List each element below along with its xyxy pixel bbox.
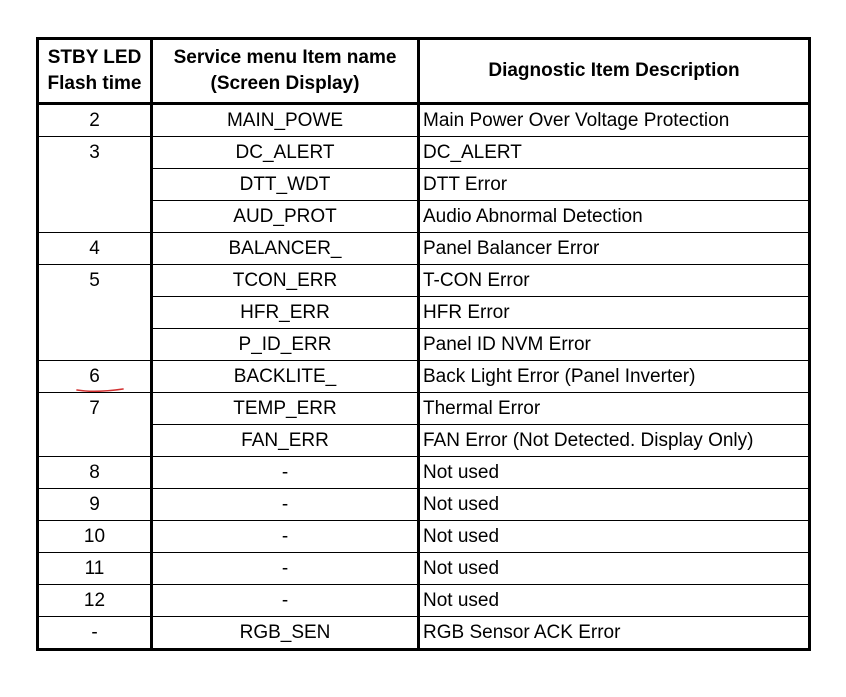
description-cell: Panel Balancer Error xyxy=(419,233,810,265)
item-name-cell: - xyxy=(152,457,419,489)
table-row xyxy=(38,393,810,425)
header-flash-time xyxy=(38,39,152,104)
table-row xyxy=(38,521,810,553)
description-cell: Not used xyxy=(419,553,810,585)
item-name-cell: HFR_ERR xyxy=(152,297,419,329)
table-row xyxy=(38,137,810,169)
description-cell: Not used xyxy=(419,585,810,617)
item-name-cell: AUD_PROT xyxy=(152,201,419,233)
header-item-name-line1: Service menu Item name xyxy=(173,47,397,68)
table-row xyxy=(38,553,810,585)
diagnostic-table xyxy=(36,37,811,651)
description-cell: Not used xyxy=(419,457,810,489)
header-item-name xyxy=(152,39,419,104)
description-cell: T-CON Error xyxy=(419,265,810,297)
description-cell: FAN Error (Not Detected. Display Only) xyxy=(419,425,810,457)
table-row xyxy=(38,104,810,137)
description-cell: DC_ALERT xyxy=(419,137,810,169)
table-row xyxy=(38,457,810,489)
flash-time-value: 6 xyxy=(89,366,100,387)
table-row xyxy=(38,201,810,233)
item-name-cell: FAN_ERR xyxy=(152,425,419,457)
item-name-cell: BACKLITE_ xyxy=(152,361,419,393)
flash-time-cell: 5 xyxy=(38,265,152,361)
table-row xyxy=(38,297,810,329)
item-name-cell: MAIN_POWE xyxy=(152,104,419,137)
table-row xyxy=(38,329,810,361)
item-name-cell: TCON_ERR xyxy=(152,265,419,297)
table-row xyxy=(38,169,810,201)
description-cell: Back Light Error (Panel Inverter) xyxy=(419,361,810,393)
item-name-cell: BALANCER_ xyxy=(152,233,419,265)
description-cell: Audio Abnormal Detection xyxy=(419,201,810,233)
description-cell: Main Power Over Voltage Protection xyxy=(419,104,810,137)
table-row xyxy=(38,265,810,297)
header-flash-time-line1: STBY LED xyxy=(47,47,142,68)
item-name-cell: - xyxy=(152,521,419,553)
description-cell: Not used xyxy=(419,521,810,553)
description-cell: Thermal Error xyxy=(419,393,810,425)
flash-time-cell: 2 xyxy=(38,104,152,137)
table-row xyxy=(38,617,810,650)
table-row xyxy=(38,361,810,393)
description-cell: HFR Error xyxy=(419,297,810,329)
flash-time-cell: 8 xyxy=(38,457,152,489)
flash-time-cell: - xyxy=(38,617,152,650)
table-row xyxy=(38,425,810,457)
table-row xyxy=(38,233,810,265)
header-row xyxy=(38,39,810,104)
description-cell: Not used xyxy=(419,489,810,521)
item-name-cell: - xyxy=(152,585,419,617)
header-description: Diagnostic Item Description xyxy=(419,39,810,104)
flash-time-cell: 12 xyxy=(38,585,152,617)
item-name-cell: P_ID_ERR xyxy=(152,329,419,361)
item-name-cell: - xyxy=(152,553,419,585)
item-name-cell: DC_ALERT xyxy=(152,137,419,169)
flash-time-cell: 7 xyxy=(38,393,152,457)
flash-time-cell: 3 xyxy=(38,137,152,233)
item-name-cell: TEMP_ERR xyxy=(152,393,419,425)
item-name-cell: RGB_SEN xyxy=(152,617,419,650)
table-row xyxy=(38,489,810,521)
description-cell: RGB Sensor ACK Error xyxy=(419,617,810,650)
flash-time-cell: 10 xyxy=(38,521,152,553)
flash-time-cell: 11 xyxy=(38,553,152,585)
item-name-cell: DTT_WDT xyxy=(152,169,419,201)
flash-time-cell: 4 xyxy=(38,233,152,265)
description-cell: Panel ID NVM Error xyxy=(419,329,810,361)
table-row xyxy=(38,585,810,617)
header-item-name-line2: (Screen Display) xyxy=(210,73,360,94)
description-cell: DTT Error xyxy=(419,169,810,201)
flash-time-cell: 9 xyxy=(38,489,152,521)
flash-time-cell xyxy=(38,361,152,393)
item-name-cell: - xyxy=(152,489,419,521)
header-flash-time-line2: Flash time xyxy=(47,73,142,94)
